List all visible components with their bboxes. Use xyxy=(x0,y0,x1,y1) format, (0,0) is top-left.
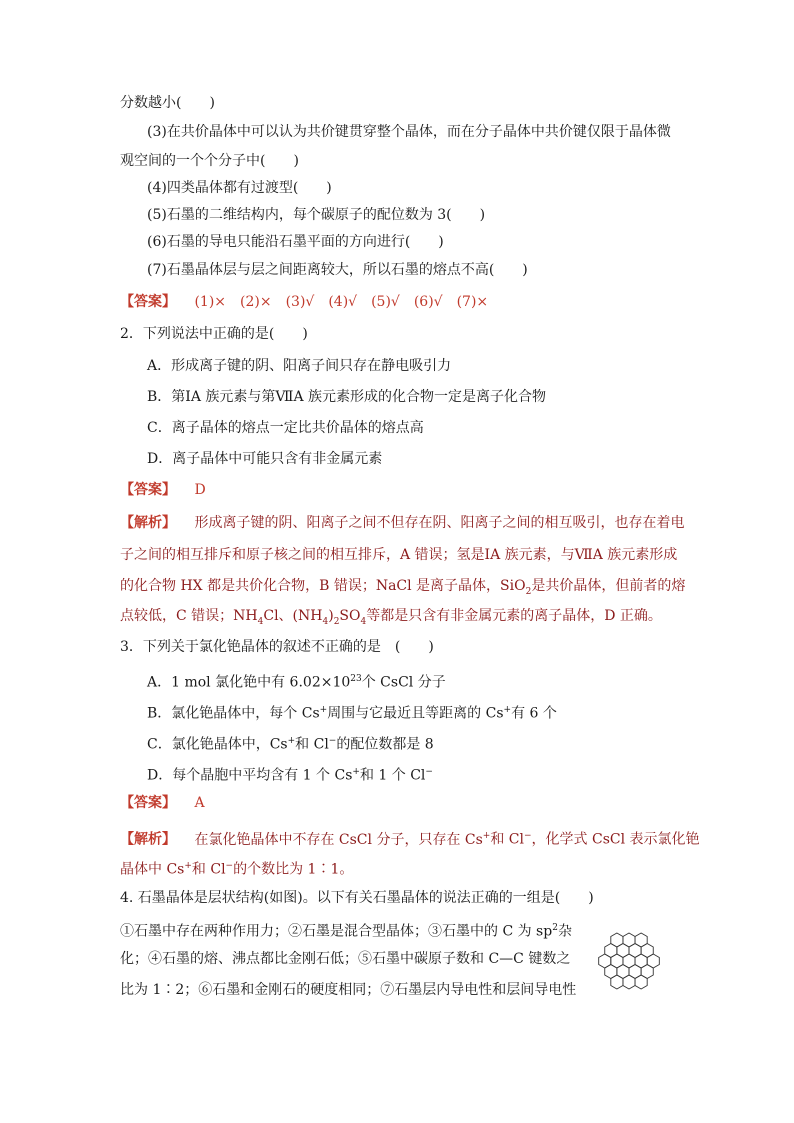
explanation-text: 和 Cl xyxy=(191,861,226,878)
option-text: 周围与它最近且等距离的 Cs xyxy=(327,705,504,722)
explanation-tag: 【解析】 xyxy=(120,515,176,531)
superscript: + xyxy=(503,705,512,715)
q2-explanation-3 xyxy=(120,576,685,602)
option-text: 个 CsCl 分子 xyxy=(361,674,446,691)
explanation-text: 和 Cl xyxy=(490,831,524,848)
subscript: 4 xyxy=(322,616,329,627)
explanation-text: 等都是只含有非金属元素的离子晶体，D 正确。 xyxy=(366,608,662,624)
option-text: D．每个晶胞中平均含有 1 个 Cs xyxy=(147,767,353,784)
option-text: B．氯化铯晶体中，每个 Cs xyxy=(147,705,320,722)
explanation-text: Cl、(NH xyxy=(263,608,323,624)
explanation-tag: 【解析】 xyxy=(120,831,176,848)
hexagon-ring xyxy=(611,975,623,989)
graphite-layer-diagram xyxy=(588,925,670,997)
q1-item-6: (6)石墨的导电只能沿石墨平面的方向进行( ) xyxy=(147,234,444,250)
superscript: + xyxy=(319,705,328,715)
option-text: 和 Cl xyxy=(295,736,329,753)
superscript: − xyxy=(225,861,234,871)
q2-option-a: A．形成离子键的阴、阳离子间只存在静电吸引力 xyxy=(147,358,452,374)
explanation-text: 的化合物 HX 都是共价化合物，B 错误；NaCl 是离子晶体，SiO xyxy=(120,578,526,594)
statement-text: ①石墨中存在两种作用力；②石墨是混合型晶体；③石墨中的 C 为 sp xyxy=(120,923,553,940)
superscript: + xyxy=(287,736,296,746)
superscript: + xyxy=(184,861,192,871)
answer-value: D xyxy=(194,482,206,498)
q4-stem: 4. 石墨晶体是层状结构(如图)。以下有关石墨晶体的说法正确的一组是( ) xyxy=(120,890,594,906)
superscript: + xyxy=(352,767,360,777)
q3-explanation-1 xyxy=(120,826,700,850)
answer-tag: 【答案】 xyxy=(120,294,176,310)
explanation-text: 是共价晶体，但前者的熔 xyxy=(531,578,686,594)
q3-option-a xyxy=(147,669,446,693)
q2-answer xyxy=(120,480,206,500)
q2-option-b: B．第ⅠA 族元素与第ⅦA 族元素形成的化合物一定是离子化合物 xyxy=(147,389,547,405)
q3-answer xyxy=(120,793,205,813)
hexagon-ring xyxy=(623,975,635,989)
subscript: 4 xyxy=(257,616,264,627)
q1-answer xyxy=(120,292,488,312)
hexagon-ring xyxy=(635,975,647,989)
superscript: − xyxy=(425,767,433,777)
option-text: C．氯化铯晶体中，Cs xyxy=(147,736,288,753)
q1-item-3a: (3)在共价晶体中可以认为共价键贯穿整个晶体，而在分子晶体中共价键仅限于晶体微 xyxy=(147,124,671,140)
explanation-text: ，化学式 CsCl 表示氯化铯 xyxy=(531,831,700,848)
q1-item-4: (4)四类晶体都有过渡型( ) xyxy=(147,180,332,196)
option-text: A．1 mol 氯化铯中有 6.02×10 xyxy=(147,674,351,691)
q2-explanation-2: 子之间的相互排斥和原子核之间的相互排斥，A 错误；氢是ⅠA 族元素，与ⅦA 族元素形成 xyxy=(120,547,678,563)
explanation-text: 形成离子键的阴、阳离子之间不但存在阴、阳离子之间的相互吸引，也存在着电 xyxy=(194,515,685,531)
explanation-text: SO xyxy=(339,608,361,624)
q4-statement-1 xyxy=(120,918,572,942)
q1-continuation: 分数越小( ) xyxy=(120,95,215,111)
explanation-text: ) xyxy=(328,608,334,624)
q3-option-b xyxy=(147,700,557,724)
q4-statement-3: 比为 1∶2；⑥石墨和金刚石的硬度相同；⑦石墨层内导电性和层间导电性 xyxy=(120,982,577,998)
superscript: 23 xyxy=(350,674,362,684)
explanation-text: 晶体中 Cs xyxy=(120,861,185,878)
q1-item-3b: 观空间的一个个分子中( ) xyxy=(120,153,299,169)
q2-option-d: D．离子晶体中可能只含有非金属元素 xyxy=(147,451,383,467)
answer-tag: 【答案】 xyxy=(120,482,176,498)
subscript: 2 xyxy=(333,616,340,627)
explanation-text: 点较低，C 错误；NH xyxy=(120,608,258,624)
statement-text: 杂 xyxy=(557,923,572,940)
subscript: 2 xyxy=(525,586,532,597)
explanation-text: 的个数比为 1∶1。 xyxy=(233,861,354,878)
q1-item-7: (7)石墨晶体层与层之间距离较大，所以石墨的熔点不高( ) xyxy=(147,262,528,278)
superscript: − xyxy=(523,831,532,841)
subscript: 4 xyxy=(360,616,367,627)
superscript: + xyxy=(482,831,491,841)
option-text: 的配位数都是 8 xyxy=(336,736,434,753)
superscript: − xyxy=(328,736,337,746)
q3-option-d xyxy=(147,762,433,786)
q4-statement-2: 化；④石墨的熔、沸点都比金刚石低；⑤石墨中碳原子数和 C—C 键数之 xyxy=(120,951,571,967)
q2-explanation-1 xyxy=(120,513,684,533)
answer-value: (1)× (2)× (3)√ (4)√ (5)√ (6)√ (7)× xyxy=(194,294,489,310)
q3-option-c xyxy=(147,731,434,755)
q3-explanation-2 xyxy=(120,856,353,880)
q2-explanation-4 xyxy=(120,606,662,632)
q2-stem: 2．下列说法中正确的是( ) xyxy=(120,326,308,342)
option-text: 有 6 个 xyxy=(511,705,557,722)
explanation-text: 在氯化铯晶体中不存在 CsCl 分子，只存在 Cs xyxy=(194,831,483,848)
answer-tag: 【答案】 xyxy=(120,795,176,811)
q2-option-c: C．离子晶体的熔点一定比共价晶体的熔点高 xyxy=(147,420,424,436)
answer-value: A xyxy=(194,795,205,811)
q1-item-5: (5)石墨的二维结构内，每个碳原子的配位数为 3( ) xyxy=(147,207,486,223)
q3-stem: 3．下列关于氯化铯晶体的叙述不正确的是 ( ) xyxy=(120,639,434,655)
option-text: 和 1 个 Cl xyxy=(359,767,426,784)
superscript: 2 xyxy=(552,923,558,933)
